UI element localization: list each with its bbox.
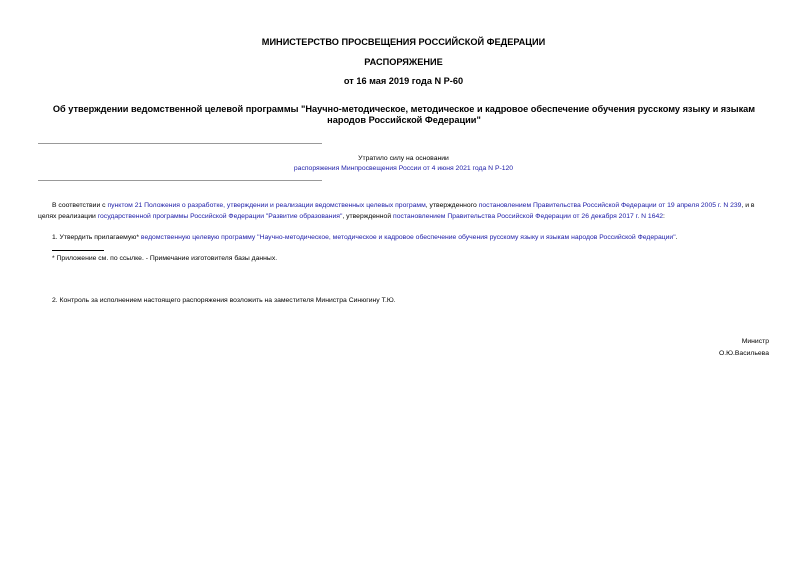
preamble-text-4: , утвержденной: [342, 212, 394, 220]
item-1-text: 1. Утвердить прилагаемую*: [52, 234, 141, 241]
footnote-separator: [52, 250, 104, 251]
footnote: * Приложение см. по ссылке. - Примечание изготовителя базы данных.: [52, 255, 278, 262]
regulation-point-link[interactable]: пунктом 21 Положения о разработке, утверждении и реализации ведомственных целевых программ: [107, 202, 426, 209]
divider-top: [38, 143, 322, 144]
item-2: 2. Контроль за исполнением настоящего распоряжения возложить на заместителя Министра Синюгину Т.Ю.: [52, 297, 396, 304]
target-program-link[interactable]: ведомственную целевую программу "Научно-методическое, методическое и кадровое обеспечение обучения русскому языку и языкам народов Российской Федерации": [140, 234, 676, 241]
preamble-text-1: В соответствии с: [52, 202, 108, 209]
item-1: [52, 233, 772, 244]
divider-bottom: [38, 180, 322, 181]
document-title: Об утверждении ведомственной целевой программы "Научно-методическое, методическое и кадровое обеспечение обучения русскому языку и языкам народов Российской Федерации": [52, 104, 756, 125]
document-type: РАСПОРЯЖЕНИЕ: [364, 57, 443, 67]
ministry-heading: МИНИСТЕРСТВО ПРОСВЕЩЕНИЯ РОССИЙСКОЙ ФЕДЕРАЦИИ: [261, 37, 546, 47]
state-program-link[interactable]: государственной программы Российской Федерации "Развитие образования": [97, 212, 343, 220]
preamble-paragraph: [38, 201, 770, 222]
signatory-name: О.Ю.Васильева: [718, 350, 769, 357]
status-note: [287, 154, 520, 174]
item-1-end: .: [675, 234, 678, 241]
document-date: от 16 мая 2019 года N Р-60: [343, 76, 464, 86]
government-decree-239-link[interactable]: постановлением Правительства Российской Федерации от 19 апреля 2005 г. N 239: [478, 202, 742, 209]
preamble-text-5: :: [663, 212, 665, 220]
preamble-text-3: , и в целях реализации: [38, 202, 755, 220]
status-note-text: Утратило силу на основании: [358, 155, 449, 162]
government-decree-1642-link[interactable]: постановлением Правительства Российской Федерации от 26 декабря 2017 г. N 1642: [393, 212, 664, 220]
preamble-text-2: , утвержденного: [425, 202, 479, 209]
repeal-order-link[interactable]: распоряжения Минпросвещения России от 4 июня 2021 года N Р-120: [293, 165, 514, 172]
signature-block: [719, 336, 769, 360]
signatory-position: Министр: [741, 338, 769, 345]
